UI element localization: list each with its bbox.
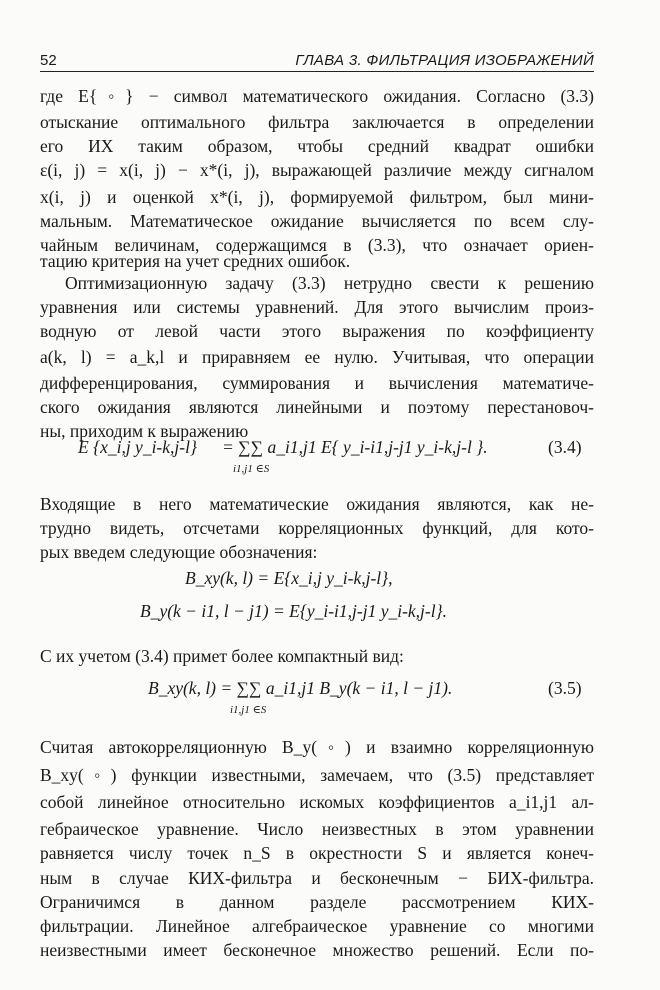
page-number: 52 [40,52,57,69]
text-line: чайным величинам, содержащимся в (3.3), что означает ориен- [40,235,594,255]
text-line: x(i, j) и оценкой x*(i, j), формируемой фильтром, был мини- [40,187,594,207]
sum-index: i1,j1 ∈S [230,704,267,716]
text-line: равняется числу точек n_S в окрестности S и является конеч- [40,843,594,863]
text-line: B_xy(◦) функции известными, замечаем, что (3.5) представляет [40,765,594,785]
text-line: водную от левой части этого выражения по коэффициенту [40,321,594,341]
text-line: фильтрации. Линейное алгебраическое уравнение со многими [40,916,594,936]
definition-bxy: B_xy(k, l) = E{x_i,j y_i-k,j-l}, [185,568,393,588]
text-line: ского ожидания являются линейными и поэтому перестановоч- [40,397,594,417]
header-rule [40,71,594,72]
text-line: Считая автокорреляционную B_y(◦) и взаимно корреляционную [40,737,594,757]
text-line: дифференцирования, суммирования и вычисления математиче- [40,373,594,393]
text-line: собой линейное относительно искомых коэффициентов a_i1,j1 ал- [40,792,594,812]
running-head [40,50,594,72]
text-line: отыскание оптимального фильтра заключается в определении [40,112,594,132]
text-line: уравнения или системы уравнений. Для этого вычислим произ- [40,297,594,317]
text-line: трудно видеть, отсчетами корреляционных функций, для кото- [40,518,594,538]
text-line: Оптимизационную задачу (3.3) нетрудно свести к решению [65,273,594,293]
text-line: гебраическое уравнение. Число неизвестных в этом уравнении [40,819,594,839]
text-line: Ограничимся в данном разделе рассмотрением КИХ- [40,892,594,912]
text-line: С их учетом (3.4) примет более компактный вид: [40,646,404,666]
equation-number: (3.5) [548,678,582,698]
text-line: тацию критерия на учет средних ошибок. [40,251,351,271]
equation-3-4-rhs: = ∑∑ a_i1,j1 E{ y_i-i1,j-j1 y_i-k,j-l }. [222,437,488,457]
text-line: ным в случае КИХ-фильтра и бесконечным − БИХ-фильтра. [40,868,594,888]
text-line: где E{◦} − символ математического ожидания. Согласно (3.3) [40,86,594,106]
text-line: мальным. Математическое ожидание вычисляется по всем слу- [40,211,594,231]
text-line: ε(i, j) = x(i, j) − x*(i, j), выражающей различие между сигналом [40,160,594,180]
equation-3-5: B_xy(k, l) = ∑∑ a_i1,j1 B_y(k − i1, l − j1). [148,678,453,698]
text-line: Входящие в него математические ожидания являются, как не- [40,494,594,514]
definition-by: B_y(k − i1, l − j1) = E{y_i-i1,j-j1 y_i-k,j-l}. [140,601,447,621]
equation-3-4-lhs: E {x_i,j y_i-k,j-l} [78,437,197,457]
equation-number: (3.4) [548,437,582,457]
text-line: его ИХ таким образом, чтобы средний квадрат ошибки [40,136,594,156]
text-line: a(k, l) = a_k,l и приравняем ее нулю. Учитывая, что операции [40,347,594,367]
sum-index: i1,j1 ∈S [233,463,270,475]
text-line: рых введем следующие обозначения: [40,542,318,562]
text-line: неизвестными имеет бесконечное множество решений. Если по- [40,940,594,960]
chapter-title: ГЛАВА 3. ФИЛЬТРАЦИЯ ИЗОБРАЖЕНИЙ [295,52,594,69]
text-line: ны, приходим к выражению [40,421,249,441]
